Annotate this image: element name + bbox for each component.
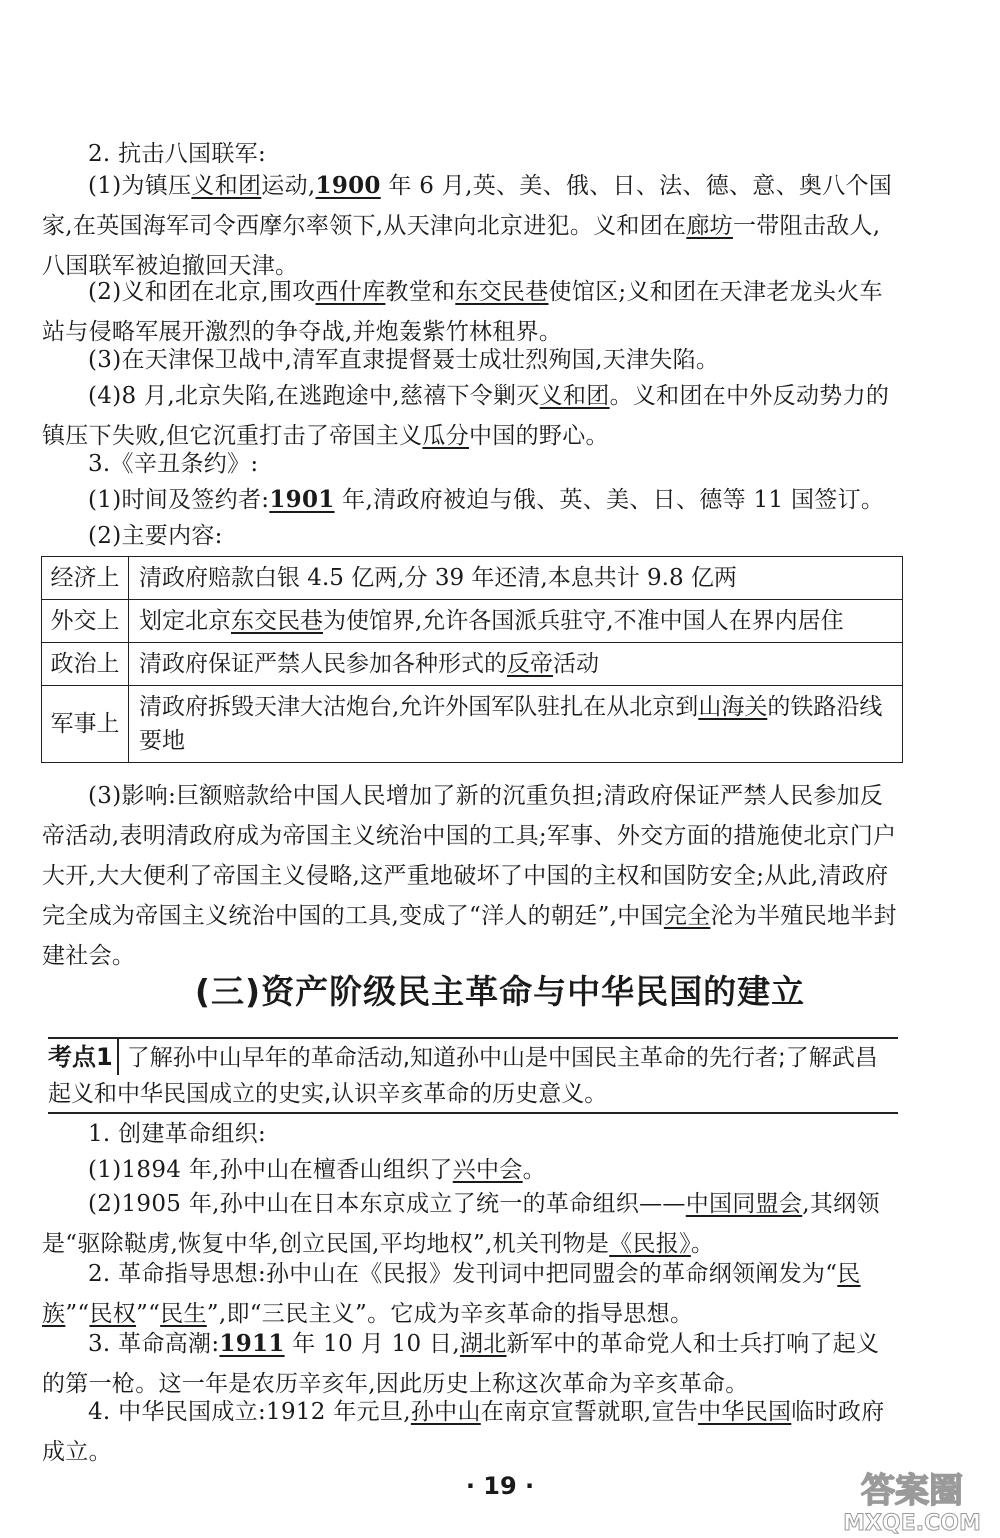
watermark-cn-text: 答案圈	[861, 1471, 963, 1511]
kaodian-content	[48, 1039, 898, 1114]
underlined-term: 东交民巷	[231, 608, 323, 634]
underlined-term: 民生	[160, 1301, 207, 1327]
text: ,其纲领是“驱除鞑虏,恢复中华,创立民国,平均地权”,机关刊物是	[42, 1191, 880, 1257]
text: 使馆区;义和团在天津老龙头火车站与侵略军展开激烈的争夺战,并炮轰紫竹林租界。	[42, 279, 883, 345]
text: ”,即“三民主义”。它成为辛亥革命的指导思想。	[206, 1301, 694, 1327]
text: 年 6 月,英、美、俄、日、法、德、意、奥八个国家,在英国海军司令西摩尔率领下,从天津向北京进犯。义和团在	[42, 173, 893, 239]
underlined-term: 湖北	[459, 1331, 507, 1357]
table-row	[42, 557, 903, 600]
paragraph-1912	[42, 1392, 898, 1472]
text: 清政府保证严禁人民参加各种形式的	[139, 651, 507, 677]
table-value	[129, 643, 903, 686]
table-value: 清政府赔款白银 4.5 亿两,分 39 年还清,本息共计 9.8 亿两	[129, 557, 903, 600]
text: 新军中的革命党人和士兵打响了起义的第一枪。这一年是农历辛亥年,因此历史上称这次革命为辛亥革命。	[42, 1331, 880, 1397]
text: 活动	[553, 651, 599, 677]
underlined-term: 瓜分	[422, 423, 470, 449]
heading-treaty: 3.《辛丑条约》:	[88, 451, 259, 477]
table-key: 经济上	[42, 557, 129, 600]
treaty-content-table	[41, 556, 903, 763]
underlined-year: 1911	[219, 1330, 285, 1357]
text: 在南京宣誓就职,宣告	[480, 1399, 699, 1425]
text: 。	[522, 1157, 546, 1183]
section-title: (三)资产阶级民主革命与中华民国的建立	[194, 972, 806, 1011]
text: 中国的野心。	[469, 423, 609, 449]
table-row	[42, 686, 903, 763]
underlined-term: 完全	[663, 903, 711, 929]
kaodian-label: 考点1	[48, 1039, 119, 1075]
paragraph-1	[42, 166, 898, 286]
text: 为使馆界,允许各国派兵驻守,不准中国人在界内居住	[323, 608, 844, 634]
table-row	[42, 643, 903, 686]
text: (1)时间及签约者:	[88, 487, 270, 513]
text: 的铁路沿线要地	[139, 694, 883, 754]
underlined-term: 东交民巷	[455, 279, 549, 305]
text: (3)影响:巨额赔款给中国人民增加了新的沉重负担;清政府保证严禁人民参加反帝活动,表明清政府成为帝国主义统治中国的工具;军事、外交方面的措施使北京门户大开,大大便利了帝国主义侵略,这严重地破坏了中国的主权和国防安全;从此,清政府完全成为帝国主义统治中国的工具,变成了“洋人的朝廷”,中国	[42, 783, 897, 929]
underlined-term: 中华民国	[698, 1399, 792, 1425]
paragraph-treaty-time	[42, 480, 898, 520]
text: 。	[690, 1231, 715, 1257]
text: (2)义和团在北京,围攻	[88, 279, 316, 305]
underlined-term: 民族	[42, 1261, 861, 1327]
table-key: 外交上	[42, 600, 129, 643]
underlined-term: 《民报》	[609, 1231, 691, 1257]
underlined-term: 山海关	[698, 694, 768, 720]
paragraph-impact	[42, 776, 898, 976]
text: 4. 中华民国成立:1912 年元旦,	[88, 1399, 411, 1425]
heading-organization: 1. 创建革命组织:	[88, 1121, 267, 1147]
watermark-logo	[820, 1462, 998, 1536]
underlined-term: 西什库	[315, 279, 386, 305]
underlined-year: 1901	[269, 486, 335, 513]
table-value	[129, 686, 903, 763]
underlined-term: 孙中山	[410, 1399, 481, 1425]
paragraph-3: (3)在天津保卫战中,清军直隶提督聂士成壮烈殉国,天津失陷。	[88, 347, 720, 373]
text: ”“	[65, 1301, 90, 1327]
table-key: 军事上	[42, 686, 129, 763]
underlined-term: 廊坊	[686, 213, 733, 239]
underlined-term: 民权	[89, 1301, 137, 1327]
text: 。义和团在中外反动势力的镇压下失败,但它沉重打击了帝国主义	[42, 383, 890, 449]
text: 划定北京	[139, 608, 231, 634]
text: ”“	[136, 1301, 161, 1327]
underlined-term: 义和团	[539, 383, 610, 409]
text: 清政府拆毁天津大沽炮台,允许外国军队驻扎在从北京到	[139, 694, 699, 720]
text: 运动,	[261, 173, 316, 199]
table-row	[42, 600, 903, 643]
table-value	[129, 600, 903, 643]
text: 临时政府成立。	[42, 1399, 885, 1465]
page-number: · 19 ·	[465, 1472, 535, 1500]
table-key: 政治上	[42, 643, 129, 686]
underlined-term: 义和团	[191, 173, 262, 199]
underlined-year: 1900	[315, 172, 381, 199]
heading-main-content: (2)主要内容:	[88, 523, 223, 549]
text: (1)为镇压	[88, 173, 192, 199]
underlined-term: 兴中会	[452, 1157, 523, 1183]
underlined-term: 中国同盟会	[685, 1191, 803, 1217]
text: (2)1905 年,孙中山在日本东京成立了统一的革命组织——	[88, 1191, 686, 1217]
watermark-en-text: MXQE.COM	[843, 1511, 981, 1536]
text: 教堂和	[385, 279, 456, 305]
kaodian-text: 了解孙中山早年的革命活动,知道孙中山是中国民主革命的先行者;了解武昌起义和中华民国成立的史实,认识辛亥革命的历史意义。	[48, 1045, 878, 1107]
text: 年,清政府被迫与俄、英、美、日、德等 11 国签订。	[334, 487, 885, 513]
kaodian-box	[48, 1037, 898, 1114]
text: 3. 革命高潮:	[88, 1331, 220, 1357]
text: (1)1894 年,孙中山在檀香山组织了	[88, 1157, 453, 1183]
text: 年 10 月 10 日,	[284, 1331, 460, 1357]
text: 一带阻击敌人,八国联军被迫撤回天津。	[42, 213, 881, 279]
text: 2. 革命指导思想:孙中山在《民报》发刊词中把同盟会的革命纲领阐发为“	[88, 1261, 838, 1287]
heading-eight-nation: 2. 抗击八国联军:	[88, 141, 267, 167]
text: (4)8 月,北京失陷,在逃跑途中,慈禧下令剿灭	[88, 383, 540, 409]
paragraph-1905	[42, 1184, 898, 1264]
text: 沦为半殖民地半封建社会。	[42, 903, 897, 969]
paragraph-ideology	[42, 1254, 898, 1334]
underlined-term: 反帝	[507, 651, 553, 677]
